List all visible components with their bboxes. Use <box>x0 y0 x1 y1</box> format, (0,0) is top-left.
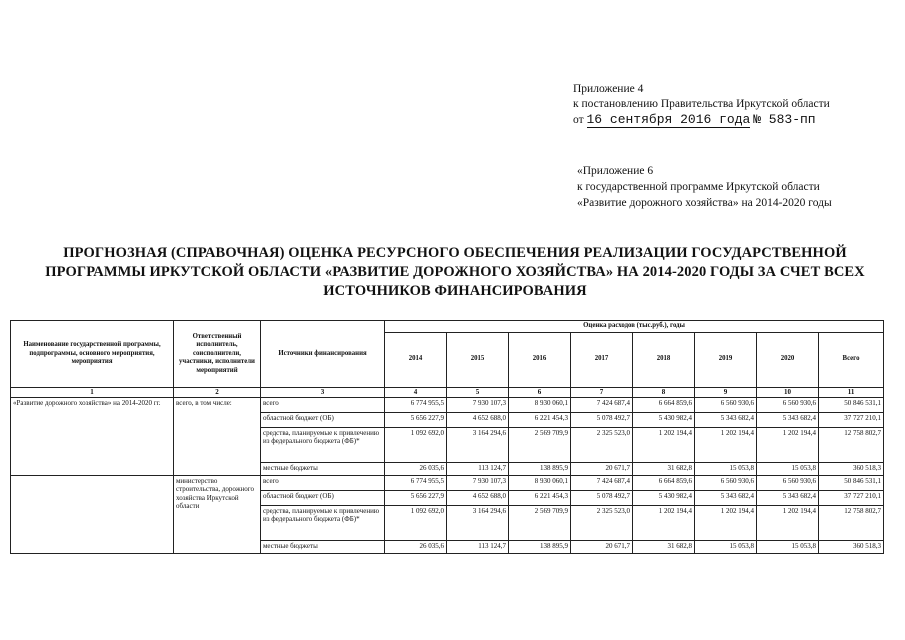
source-cell: средства, планируемые к привлечению из федерального бюджета (ФБ)* <box>261 427 385 462</box>
value-cell: 5 343 682,4 <box>695 412 757 427</box>
value-cell: 15 053,8 <box>757 462 819 475</box>
value-cell: 3 164 294,6 <box>447 427 509 462</box>
value-cell: 6 664 859,6 <box>633 475 695 490</box>
total-cell: 50 846 531,1 <box>819 397 884 412</box>
total-cell: 37 727 210,1 <box>819 490 884 505</box>
value-cell: 6 560 930,6 <box>695 397 757 412</box>
executor-cell: всего, в том числе: <box>174 397 261 475</box>
value-cell: 6 774 955,5 <box>385 397 447 412</box>
value-cell: 6 664 859,6 <box>633 397 695 412</box>
program-name-empty-cell <box>11 475 174 553</box>
value-cell: 4 652 688,0 <box>447 412 509 427</box>
value-cell: 2 325 523,0 <box>571 505 633 540</box>
value-cell: 1 202 194,4 <box>757 505 819 540</box>
value-cell: 1 202 194,4 <box>757 427 819 462</box>
table-row <box>11 475 884 490</box>
appendix-number: Приложение 4 <box>573 83 644 95</box>
value-cell: 6 560 930,6 <box>695 475 757 490</box>
executor-cell: министерство строительства, дорожного хозяйства Иркутской области <box>174 475 261 553</box>
column-number: 4 <box>385 387 447 397</box>
source-cell: средства, планируемые к привлечению из федерального бюджета (ФБ)* <box>261 505 385 540</box>
column-number: 11 <box>819 387 884 397</box>
header-source: Источники финансирования <box>261 321 385 388</box>
value-cell: 5 656 227,9 <box>385 412 447 427</box>
value-cell: 138 895,9 <box>509 462 571 475</box>
value-cell: 5 078 492,7 <box>571 490 633 505</box>
value-cell: 8 930 060,1 <box>509 397 571 412</box>
value-cell: 6 560 930,6 <box>757 475 819 490</box>
header-year: 2018 <box>633 332 695 387</box>
state-program-appendix <box>577 163 832 211</box>
value-cell: 1 092 692,0 <box>385 427 447 462</box>
value-cell: 7 930 107,3 <box>447 397 509 412</box>
value-cell: 6 221 454,3 <box>509 490 571 505</box>
appendix-date: 16 сентября 2016 года <box>586 112 751 127</box>
value-cell: 31 682,8 <box>633 540 695 553</box>
source-cell: всего <box>261 397 385 412</box>
value-cell: 7 424 687,4 <box>571 475 633 490</box>
value-cell: 5 343 682,4 <box>695 490 757 505</box>
value-cell: 7 930 107,3 <box>447 475 509 490</box>
value-cell: 6 774 955,5 <box>385 475 447 490</box>
value-cell: 113 124,7 <box>447 462 509 475</box>
value-cell: 1 202 194,4 <box>633 427 695 462</box>
column-number: 5 <box>447 387 509 397</box>
column-numbers-row <box>11 387 884 397</box>
header-name: Наименование государственной программы, подпрограммы, основного мероприятия, мероприятия <box>11 321 174 388</box>
state-appendix-program-name: «Развитие дорожного хозяйства» на 2014-2020 годы <box>577 197 832 209</box>
value-cell: 1 202 194,4 <box>695 505 757 540</box>
value-cell: 4 652 688,0 <box>447 490 509 505</box>
value-cell: 2 325 523,0 <box>571 427 633 462</box>
header-row <box>11 321 884 333</box>
value-cell: 7 424 687,4 <box>571 397 633 412</box>
appendix-date-line <box>573 112 830 128</box>
value-cell: 5 430 982,4 <box>633 490 695 505</box>
source-cell: местные бюджеты <box>261 540 385 553</box>
value-cell: 5 078 492,7 <box>571 412 633 427</box>
value-cell: 20 671,7 <box>571 462 633 475</box>
value-cell: 15 053,8 <box>757 540 819 553</box>
value-cell: 5 656 227,9 <box>385 490 447 505</box>
column-number: 6 <box>509 387 571 397</box>
value-cell: 15 053,8 <box>695 540 757 553</box>
appendix-resolution-line: к постановлению Правительства Иркутской области <box>573 98 830 110</box>
total-cell: 12 758 802,7 <box>819 427 884 462</box>
value-cell: 2 569 709,9 <box>509 505 571 540</box>
header-year: 2019 <box>695 332 757 387</box>
total-cell: 12 758 802,7 <box>819 505 884 540</box>
column-number: 10 <box>757 387 819 397</box>
title-line-1: ПРОГНОЗНАЯ (СПРАВОЧНАЯ) ОЦЕНКА РЕСУРСНОГО ОБЕСПЕЧЕНИЯ РЕАЛИЗАЦИИ ГОСУДАРСТВЕННОЙ <box>63 245 847 261</box>
header-year: 2017 <box>571 332 633 387</box>
value-cell: 5 430 982,4 <box>633 412 695 427</box>
value-cell: 113 124,7 <box>447 540 509 553</box>
value-cell: 1 092 692,0 <box>385 505 447 540</box>
program-name-cell: «Развитие дорожного хозяйства» на 2014-2020 гг. <box>11 397 174 475</box>
state-appendix-number: «Приложение 6 <box>577 165 654 177</box>
column-number: 8 <box>633 387 695 397</box>
value-cell: 20 671,7 <box>571 540 633 553</box>
value-cell: 6 560 930,6 <box>757 397 819 412</box>
total-cell: 360 518,3 <box>819 462 884 475</box>
value-cell: 6 221 454,3 <box>509 412 571 427</box>
column-number: 1 <box>11 387 174 397</box>
value-cell: 5 343 682,4 <box>757 412 819 427</box>
appendix-resolution-number: № 583-пп <box>753 112 816 127</box>
title-line-3: ИСТОЧНИКОВ ФИНАНСИРОВАНИЯ <box>323 283 587 299</box>
source-cell: местные бюджеты <box>261 462 385 475</box>
value-cell: 31 682,8 <box>633 462 695 475</box>
budget-table <box>10 320 884 554</box>
total-cell: 37 727 210,1 <box>819 412 884 427</box>
value-cell: 3 164 294,6 <box>447 505 509 540</box>
total-cell: 50 846 531,1 <box>819 475 884 490</box>
source-cell: всего <box>261 475 385 490</box>
value-cell: 26 035,6 <box>385 540 447 553</box>
total-cell: 360 518,3 <box>819 540 884 553</box>
table-row <box>11 397 884 412</box>
value-cell: 1 202 194,4 <box>695 427 757 462</box>
value-cell: 8 930 060,1 <box>509 475 571 490</box>
column-number: 3 <box>261 387 385 397</box>
document-title <box>40 244 870 301</box>
column-number: 2 <box>174 387 261 397</box>
value-cell: 1 202 194,4 <box>633 505 695 540</box>
value-cell: 15 053,8 <box>695 462 757 475</box>
header-year: 2014 <box>385 332 447 387</box>
title-line-2: ПРОГРАММЫ ИРКУТСКОЙ ОБЛАСТИ «РАЗВИТИЕ ДОРОЖНОГО ХОЗЯЙСТВА» НА 2014-2020 ГОДЫ ЗА СЧЕТ ВСЕХ <box>45 264 865 280</box>
header-year: 2016 <box>509 332 571 387</box>
value-cell: 138 895,9 <box>509 540 571 553</box>
source-cell: областной бюджет (ОБ) <box>261 490 385 505</box>
source-cell: областной бюджет (ОБ) <box>261 412 385 427</box>
column-number: 7 <box>571 387 633 397</box>
state-appendix-program-line: к государственной программе Иркутской области <box>577 181 820 193</box>
value-cell: 2 569 709,9 <box>509 427 571 462</box>
appendix-reference <box>573 82 830 128</box>
value-cell: 5 343 682,4 <box>757 490 819 505</box>
header-estimate: Оценка расходов (тыс.руб.), годы <box>385 321 884 333</box>
header-total: Всего <box>819 332 884 387</box>
appendix-from-label: от <box>573 114 584 126</box>
header-year: 2020 <box>757 332 819 387</box>
header-executor: Ответственный исполнитель, соисполнители, участники, исполнители мероприятий <box>174 321 261 388</box>
value-cell: 26 035,6 <box>385 462 447 475</box>
header-year: 2015 <box>447 332 509 387</box>
column-number: 9 <box>695 387 757 397</box>
